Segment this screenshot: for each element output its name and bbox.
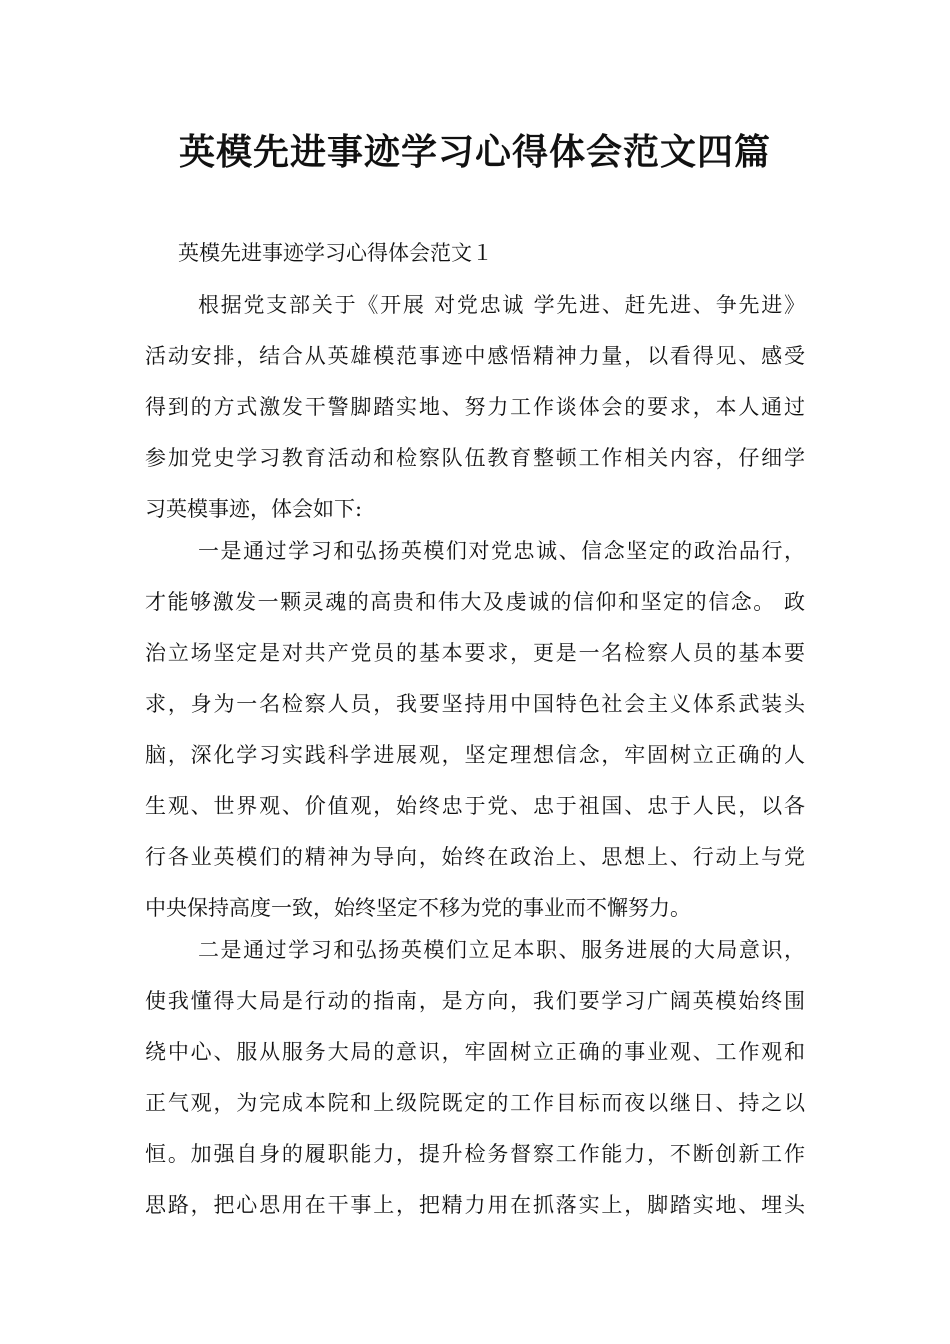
- paragraph-2-line-1: 一是通过学习和弘扬英模们对党忠诚、信念坚定的政治品行，: [198, 539, 805, 563]
- document-title: 英模先进事迹学习心得体会范文四篇: [178, 132, 771, 173]
- paragraph-1-line-1: 根据党支部关于《开展 对党忠诚 学先进、赶先进、争先进》: [198, 293, 805, 317]
- paragraph-1-line-5: 习英模事迹，体会如下:: [145, 497, 363, 521]
- paragraph-3-line-5: 恒。加强自身的履职能力，提升检务督察工作能力，不断创新工作: [145, 1142, 805, 1166]
- paragraph-2-line-8: 中央保持高度一致，始终坚定不移为党的事业而不懈努力。: [145, 896, 691, 920]
- paragraph-2-line-4: 求，身为一名检察人员，我要坚持用中国特色社会主义体系武装头: [145, 692, 805, 716]
- paragraph-3-line-3: 绕中心、服从服务大局的意识，牢固树立正确的事业观、工作观和: [145, 1040, 805, 1064]
- paragraph-2-line-3: 治立场坚定是对共产党员的基本要求，更是一名检察人员的基本要: [145, 641, 805, 665]
- paragraph-3-line-1: 二是通过学习和弘扬英模们立足本职、服务进展的大局意识，: [198, 938, 805, 962]
- paragraph-1-line-3: 得到的方式激发干警脚踏实地、努力工作谈体会的要求，本人通过: [145, 395, 805, 419]
- section-subtitle: 英模先进事迹学习心得体会范文１: [178, 241, 493, 265]
- paragraph-3-line-2: 使我懂得大局是行动的指南，是方向，我们要学习广阔英模始终围: [145, 989, 805, 1013]
- paragraph-2-line-2: 才能够激发一颗灵魂的高贵和伟大及虔诚的信仰和坚定的信念。 政: [145, 590, 805, 614]
- paragraph-2-line-5: 脑，深化学习实践科学进展观，坚定理想信念，牢固树立正确的人: [145, 743, 805, 767]
- paragraph-2-line-6: 生观、世界观、价值观，始终忠于党、忠于祖国、忠于人民，以各: [145, 794, 805, 818]
- paragraph-2-line-7: 行各业英模们的精神为导向，始终在政治上、思想上、行动上与党: [145, 845, 805, 869]
- paragraph-3-line-6: 思路，把心思用在干事上，把精力用在抓落实上，脚踏实地、埋头: [145, 1193, 805, 1217]
- paragraph-3-line-4: 正气观，为完成本院和上级院既定的工作目标而夜以继日、持之以: [145, 1091, 805, 1115]
- paragraph-1-line-4: 参加党史学习教育活动和检察队伍教育整顿工作相关内容，仔细学: [145, 446, 805, 470]
- paragraph-1-line-2: 活动安排，结合从英雄模范事迹中感悟精神力量，以看得见、感受: [145, 344, 805, 368]
